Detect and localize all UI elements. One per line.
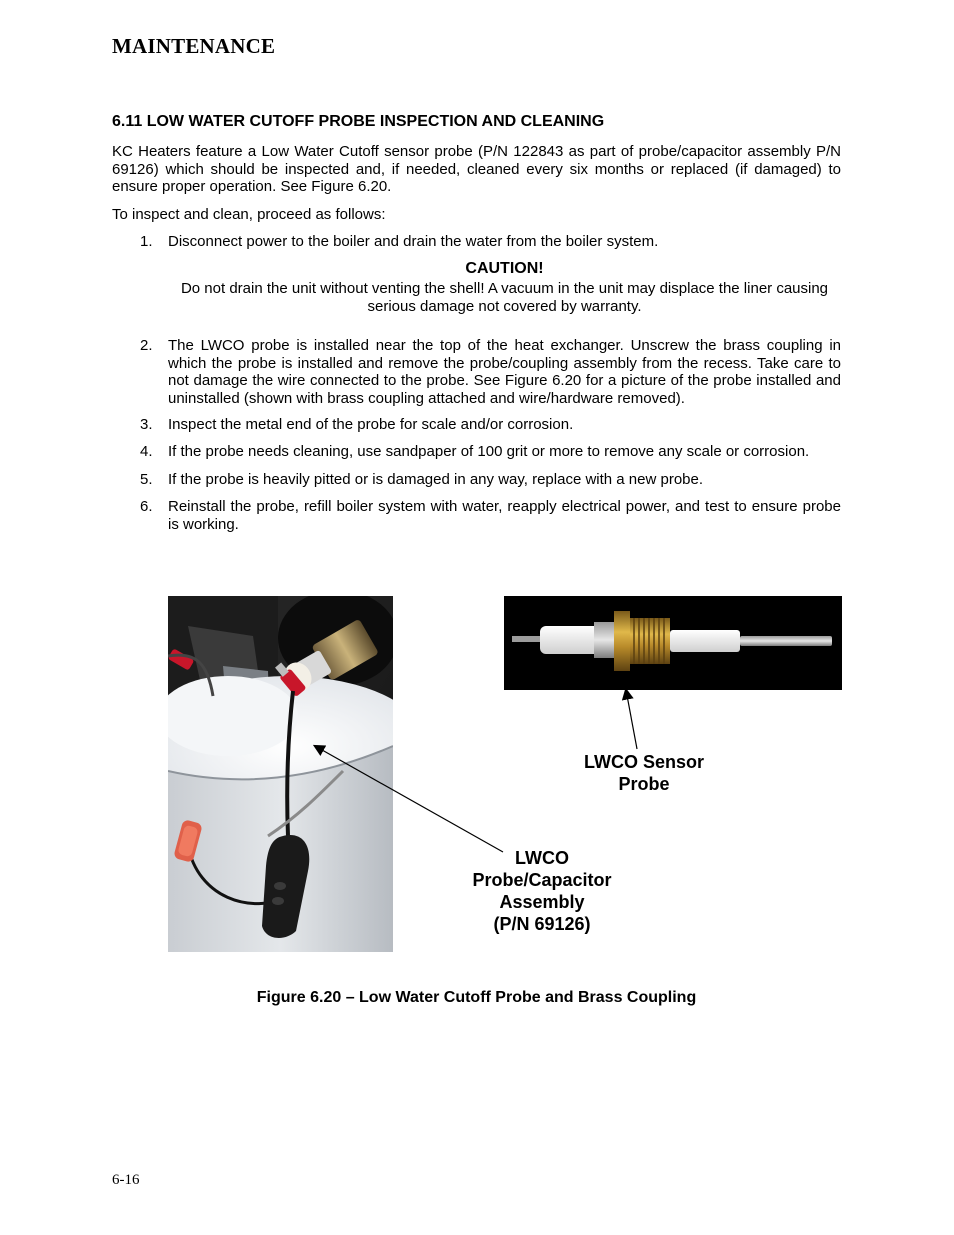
step-number: 2. <box>140 337 153 354</box>
assembly-label-line: LWCO <box>515 848 569 868</box>
assembly-label <box>452 847 632 935</box>
step-text: Reinstall the probe, refill boiler system with water, reapply electrical power, and test to ensure probe is working. <box>168 498 841 533</box>
step-text: If the probe is heavily pitted or is damaged in any way, replace with a new probe. <box>168 471 704 488</box>
lead-paragraph: To inspect and clean, proceed as follows: <box>112 206 386 223</box>
assembly-label-line: Assembly <box>499 892 585 912</box>
assembly-label-line: (P/N 69126) <box>493 914 591 934</box>
caution-text: Do not drain the unit without venting the shell! A vacuum in the unit may displace the liner causing serious damage not covered by warranty. <box>180 280 829 315</box>
section-title: 6.11 LOW WATER CUTOFF PROBE INSPECTION AND CLEANING <box>112 113 605 130</box>
assembly-arrow <box>315 746 503 852</box>
step-text: Inspect the metal end of the probe for scale and/or corrosion. <box>168 416 574 433</box>
sensor-arrow <box>626 690 637 749</box>
figure-caption: Figure 6.20 – Low Water Cutoff Probe and Brass Coupling <box>256 989 697 1006</box>
step-number: 4. <box>140 443 153 460</box>
step-text: If the probe needs cleaning, use sandpaper of 100 grit or more to remove any scale or corrosion. <box>168 443 810 460</box>
sensor-probe-label <box>564 751 724 795</box>
step-number: 5. <box>140 471 153 488</box>
intro-paragraph: KC Heaters feature a Low Water Cutoff sensor probe (P/N 122843 as part of probe/capacitor assembly P/N 69126) which should be inspected and, if needed, cleaned every six months or replaced (if damaged) to ensure proper operation. See Figure 6.20. <box>112 143 841 195</box>
page-number: 6-16 <box>112 1172 140 1188</box>
step-text: Disconnect power to the boiler and drain the water from the boiler system. <box>168 233 659 250</box>
page-header: MAINTENANCE <box>112 34 276 58</box>
step-number: 3. <box>140 416 153 433</box>
step-number: 6. <box>140 498 153 515</box>
step-number: 1. <box>140 233 153 250</box>
sensor-label-line: Probe <box>618 774 670 794</box>
caution-title: CAUTION! <box>465 260 544 277</box>
sensor-label-line: LWCO Sensor <box>583 752 704 772</box>
step-text: The LWCO probe is installed near the top of the heat exchanger. Unscrew the brass coupling in which the probe is installed and remove the probe/coupling assembly from the recess. Take care to not damage the wire connected to the probe. See Figure 6.20 for a picture of the probe installed and uninstalled (shown with brass coupling attached and wire/hardware removed). <box>168 337 841 407</box>
assembly-label-line: Probe/Capacitor <box>472 870 612 890</box>
